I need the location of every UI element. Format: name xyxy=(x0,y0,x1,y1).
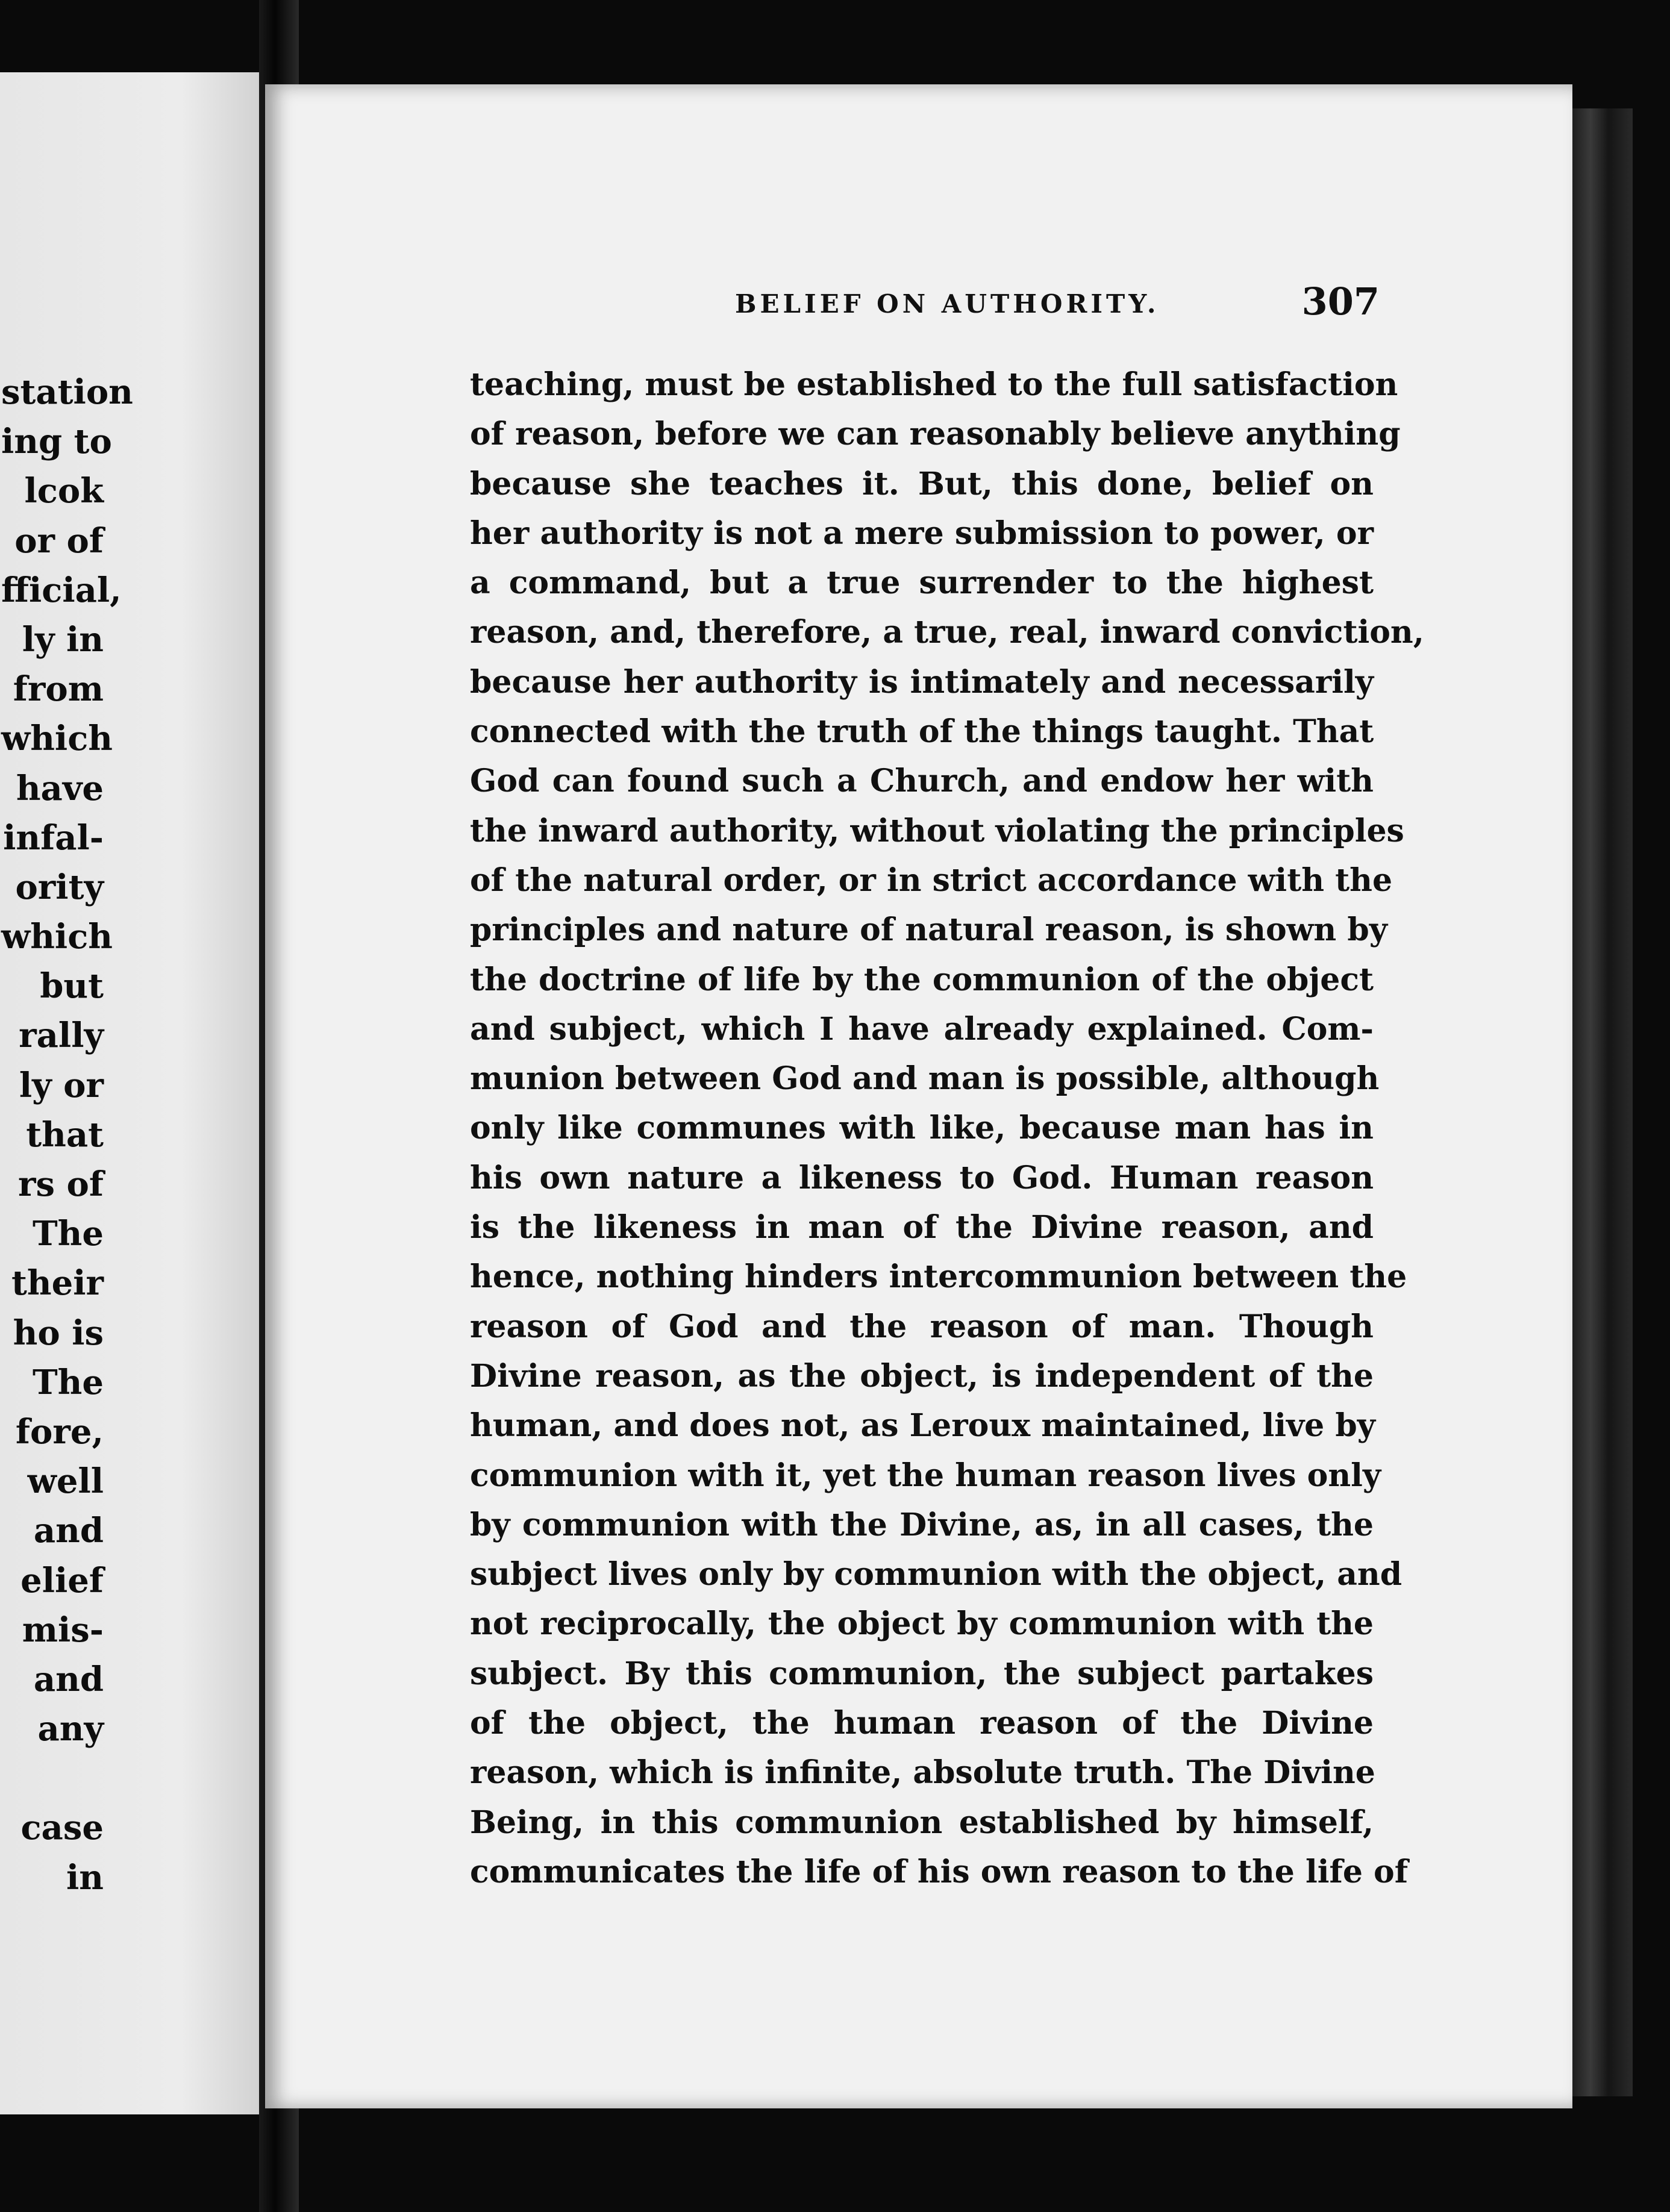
text-line: the inward authority, without violating the principles xyxy=(470,812,1404,849)
left-facing-page xyxy=(0,72,259,2114)
text-line: not reciprocally, the object by communion with the xyxy=(470,1605,1374,1643)
text-line: because she teaches it. But, this done, belief on xyxy=(470,465,1374,502)
text-line: human, and does not, as Leroux maintained, live by xyxy=(470,1407,1375,1445)
left-page-fragment: any xyxy=(37,1709,104,1749)
text-line: and subject, which I have already explained. Com- xyxy=(470,1010,1374,1048)
left-page-fragment: and xyxy=(33,1511,104,1551)
left-page-fragment: ority xyxy=(15,867,104,907)
text-line: Being, in this communion established by himself, xyxy=(470,1804,1374,1841)
left-page-fragment: well xyxy=(27,1461,104,1502)
text-line: his own nature a likeness to God. Human reason xyxy=(470,1159,1374,1196)
left-page-fragment: that xyxy=(26,1114,104,1155)
running-head xyxy=(470,280,1380,337)
page-edge-stack xyxy=(1572,108,1633,2096)
left-page-fragment: ing to xyxy=(1,422,112,462)
left-page-fragment: elief xyxy=(20,1560,104,1601)
left-page-fragment xyxy=(1,1754,104,1803)
left-page-fragment: rs of xyxy=(18,1164,104,1204)
text-line: teaching, must be established to the full satisfaction xyxy=(470,366,1398,403)
left-page-fragment: but xyxy=(40,966,104,1007)
text-line: Divine reason, as the object, is independent of the xyxy=(470,1357,1374,1395)
text-line: communion with it, yet the human reason lives only xyxy=(470,1457,1381,1494)
page-number: 307 xyxy=(1301,280,1380,323)
left-page-fragment: which xyxy=(1,719,113,759)
text-line: munion between God and man is possible, although xyxy=(470,1060,1380,1098)
text-line: of reason, before we can reasonably believe anything xyxy=(470,416,1401,453)
left-page-fragment: fore, xyxy=(15,1411,104,1452)
running-head-title: BELIEF ON AUTHORITY. xyxy=(735,289,1160,319)
text-line: subject. By this communion, the subject partakes xyxy=(470,1655,1374,1692)
left-page-fragment: fficial, xyxy=(1,570,122,610)
left-page-fragment: case xyxy=(20,1808,104,1848)
text-line: subject lives only by communion with the object, and xyxy=(470,1556,1403,1593)
left-page-fragment: ly in xyxy=(22,619,104,660)
left-page-fragment: infal- xyxy=(3,817,104,858)
text-line: reason, which is infinite, absolute truth. The Divine xyxy=(470,1754,1375,1792)
text-line: because her authority is intimately and necessarily xyxy=(470,663,1374,701)
left-page-fragment: have xyxy=(16,768,104,808)
text-line: only like communes with like, because man has in xyxy=(470,1110,1374,1147)
left-page-fragment: or of xyxy=(14,520,104,561)
text-line: communicates the life of his own reason to the life of xyxy=(470,1853,1409,1890)
left-page-fragment: ly or xyxy=(19,1065,104,1105)
left-page-fragment: their xyxy=(11,1263,104,1304)
text-line: of the object, the human reason of the Divine xyxy=(470,1705,1374,1742)
text-line: God can found such a Church, and endow her with xyxy=(470,763,1374,800)
left-page-fragment: The xyxy=(32,1214,104,1254)
left-page-fragment: The xyxy=(32,1362,104,1402)
text-line: connected with the truth of the things taught. That xyxy=(470,713,1374,751)
left-page-fragment: from xyxy=(13,669,104,710)
text-line: her authority is not a mere submission to power, or xyxy=(470,514,1374,552)
left-page-fragment: mis- xyxy=(22,1610,104,1650)
text-line: the doctrine of life by the communion of the object xyxy=(470,961,1374,998)
left-page-fragment: station xyxy=(1,372,133,412)
left-page-text-fragments xyxy=(1,367,133,1902)
text-line: reason of God and the reason of man. Though xyxy=(470,1308,1374,1345)
left-page-fragment: lcok xyxy=(24,471,104,511)
left-page-fragment: and xyxy=(33,1659,104,1699)
left-page-fragment: in xyxy=(66,1857,104,1898)
text-line: hence, nothing hinders intercommunion between the xyxy=(470,1258,1407,1296)
text-line: by communion with the Divine, as, in all cases, the xyxy=(470,1506,1374,1543)
text-line: principles and nature of natural reason, is shown by xyxy=(470,911,1387,949)
left-page-fragment: rally xyxy=(19,1016,104,1056)
body-text xyxy=(470,360,1424,1897)
left-page-fragment: ho is xyxy=(13,1313,104,1353)
text-line: of the natural order, or in strict accordance with the xyxy=(470,861,1393,899)
left-page-fragment: which xyxy=(1,917,113,957)
text-line: is the likeness in man of the Divine reason, and xyxy=(470,1209,1374,1246)
text-line: reason, and, therefore, a true, real, inward conviction, xyxy=(470,614,1424,651)
text-line: a command, but a true surrender to the highest xyxy=(470,564,1374,602)
